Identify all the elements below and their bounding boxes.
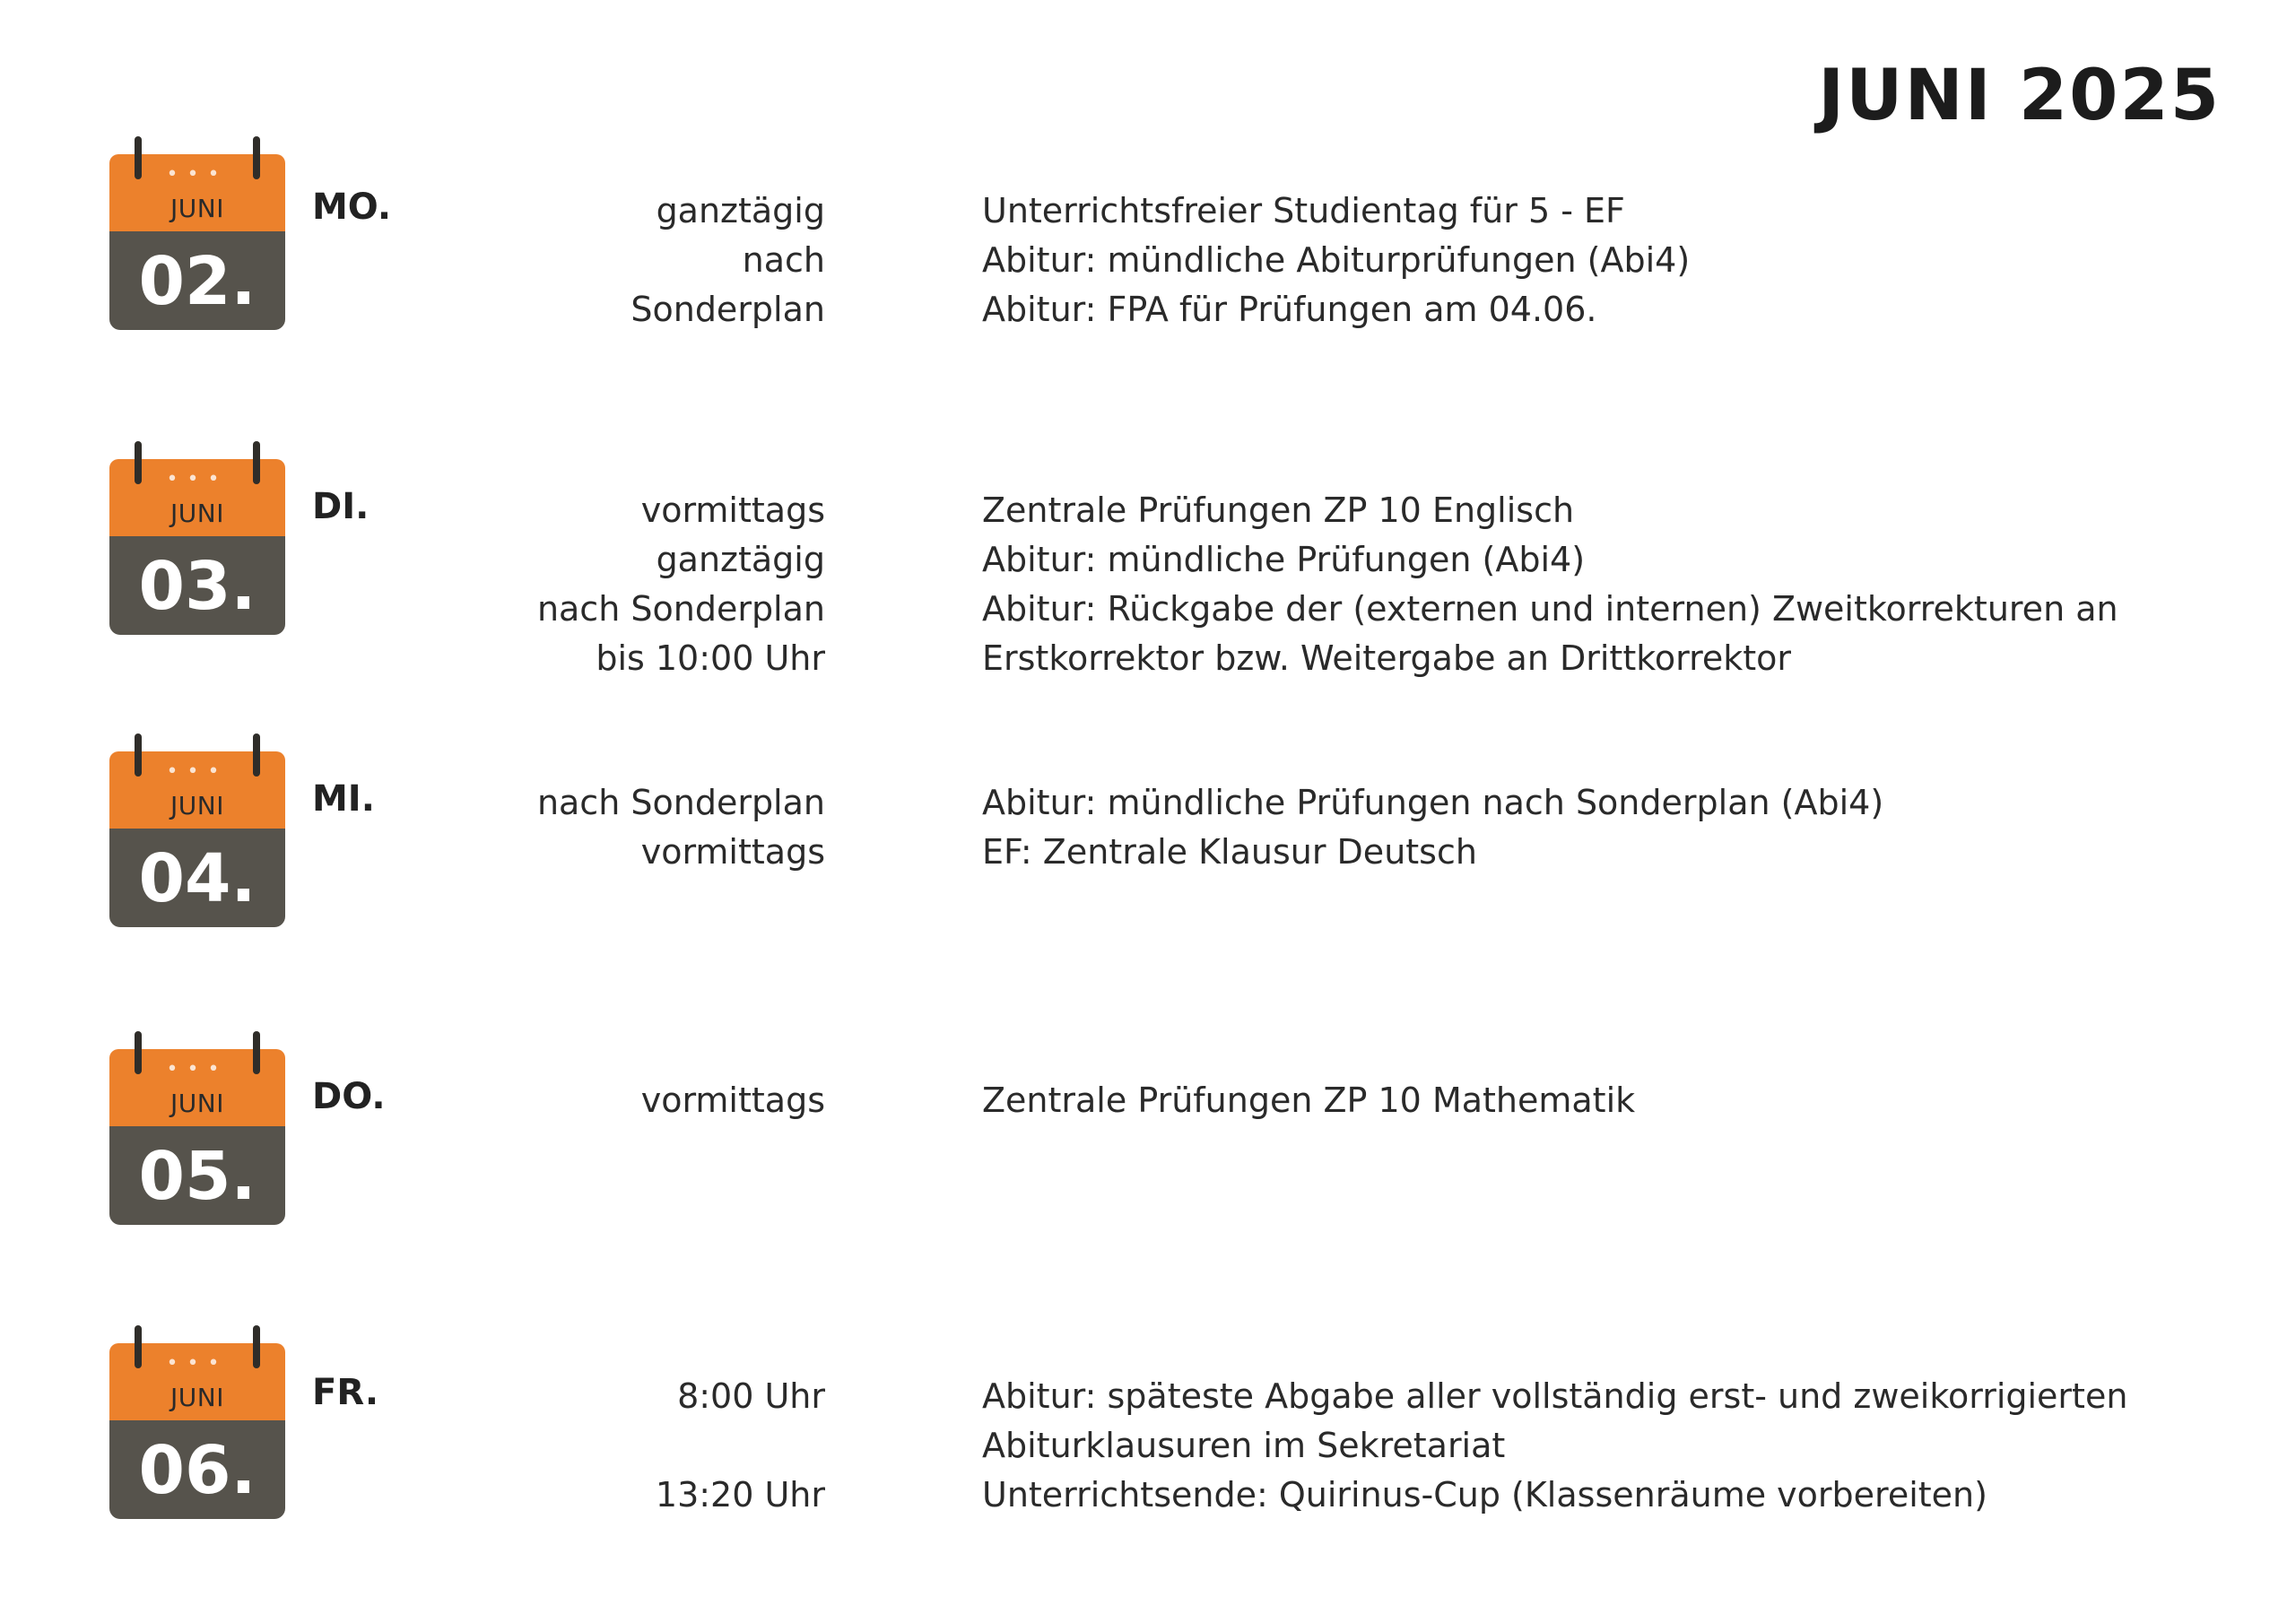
calendar-day-number: 05. — [138, 1138, 257, 1215]
calendar-month: JUNI — [170, 194, 224, 223]
time-entry: nach — [742, 240, 825, 280]
calendar-icon — [109, 733, 285, 926]
event-entry: Abitur: späteste Abgabe aller vollständig erst- und zweikorrigierten — [982, 1376, 2128, 1416]
calendar-month: JUNI — [170, 499, 224, 528]
calendar-dots-icon: ••• — [166, 1058, 229, 1081]
event-column — [982, 1076, 2274, 1125]
event-column — [982, 1372, 2274, 1520]
time-entry: Sonderplan — [631, 290, 825, 329]
weekday-label: FR. — [312, 1372, 379, 1413]
time-entry: ganztägig — [656, 540, 825, 579]
calendar-icon — [109, 1031, 285, 1224]
event-entry: Abiturklausuren im Sekretariat — [982, 1426, 1506, 1465]
time-spacer — [466, 1421, 825, 1471]
event-column — [982, 187, 2274, 334]
event-entry: Abitur: Rückgabe der (externen und internen) Zweitkorrekturen an — [982, 589, 2118, 629]
calendar-icon — [109, 136, 285, 329]
day-row-thursday — [0, 1031, 2296, 1237]
calendar-day-number: 03. — [138, 548, 257, 625]
time-entry: nach Sonderplan — [536, 589, 825, 629]
event-entry: Abitur: mündliche Prüfungen nach Sonderplan (Abi4) — [982, 783, 1884, 822]
calendar-day-number: 04. — [138, 840, 257, 917]
event-entry: Zentrale Prüfungen ZP 10 Mathematik — [982, 1081, 1636, 1120]
time-entry: vormittags — [640, 490, 825, 530]
event-entry: Zentrale Prüfungen ZP 10 Englisch — [982, 490, 1575, 530]
calendar-dots-icon: ••• — [166, 760, 229, 783]
event-entry: EF: Zentrale Klausur Deutsch — [982, 832, 1477, 872]
weekday-label: DO. — [312, 1076, 386, 1117]
event-column — [982, 486, 2274, 683]
event-entry: Abitur: FPA für Prüfungen am 04.06. — [982, 290, 1597, 329]
calendar-icon — [109, 441, 285, 634]
time-column — [466, 1076, 825, 1125]
weekday-label: MO. — [312, 187, 392, 228]
calendar-day-number: 06. — [138, 1432, 257, 1509]
time-entry: 8:00 Uhr — [677, 1376, 825, 1416]
weekday-label: DI. — [312, 486, 370, 527]
time-entry: nach Sonderplan — [536, 783, 825, 822]
time-column — [466, 187, 825, 334]
page-title: JUNI 2025 — [1818, 56, 2221, 136]
time-column — [466, 486, 825, 683]
calendar-dots-icon: ••• — [166, 1352, 229, 1375]
time-entry: vormittags — [640, 832, 825, 872]
event-entry: Erstkorrektor bzw. Weitergabe an Drittkorrektor — [982, 638, 1792, 678]
time-entry: bis 10:00 Uhr — [596, 638, 825, 678]
event-column — [982, 778, 2274, 877]
weekday-label: MI. — [312, 778, 375, 820]
day-row-monday — [0, 136, 2296, 343]
day-row-tuesday — [0, 441, 2296, 678]
day-row-friday — [0, 1325, 2296, 1532]
event-entry: Abitur: mündliche Abiturprüfungen (Abi4) — [982, 240, 1691, 280]
event-entry: Unterrichtsende: Quirinus-Cup (Klassenräume vorbereiten) — [982, 1475, 1987, 1515]
event-entry: Unterrichtsfreier Studientag für 5 - EF — [982, 191, 1625, 230]
calendar-icon — [109, 1325, 285, 1518]
calendar-dots-icon: ••• — [166, 468, 229, 490]
time-entry: 13:20 Uhr — [655, 1475, 825, 1515]
time-entry: vormittags — [640, 1081, 825, 1120]
calendar-day-number: 02. — [138, 243, 257, 320]
time-column — [466, 778, 825, 877]
event-entry: Abitur: mündliche Prüfungen (Abi4) — [982, 540, 1586, 579]
calendar-month: JUNI — [170, 1383, 224, 1412]
calendar-month: JUNI — [170, 791, 224, 820]
time-entry: ganztägig — [656, 191, 825, 230]
calendar-month: JUNI — [170, 1089, 224, 1118]
time-column — [466, 1372, 825, 1520]
day-row-wednesday — [0, 733, 2296, 940]
calendar-dots-icon: ••• — [166, 163, 229, 186]
